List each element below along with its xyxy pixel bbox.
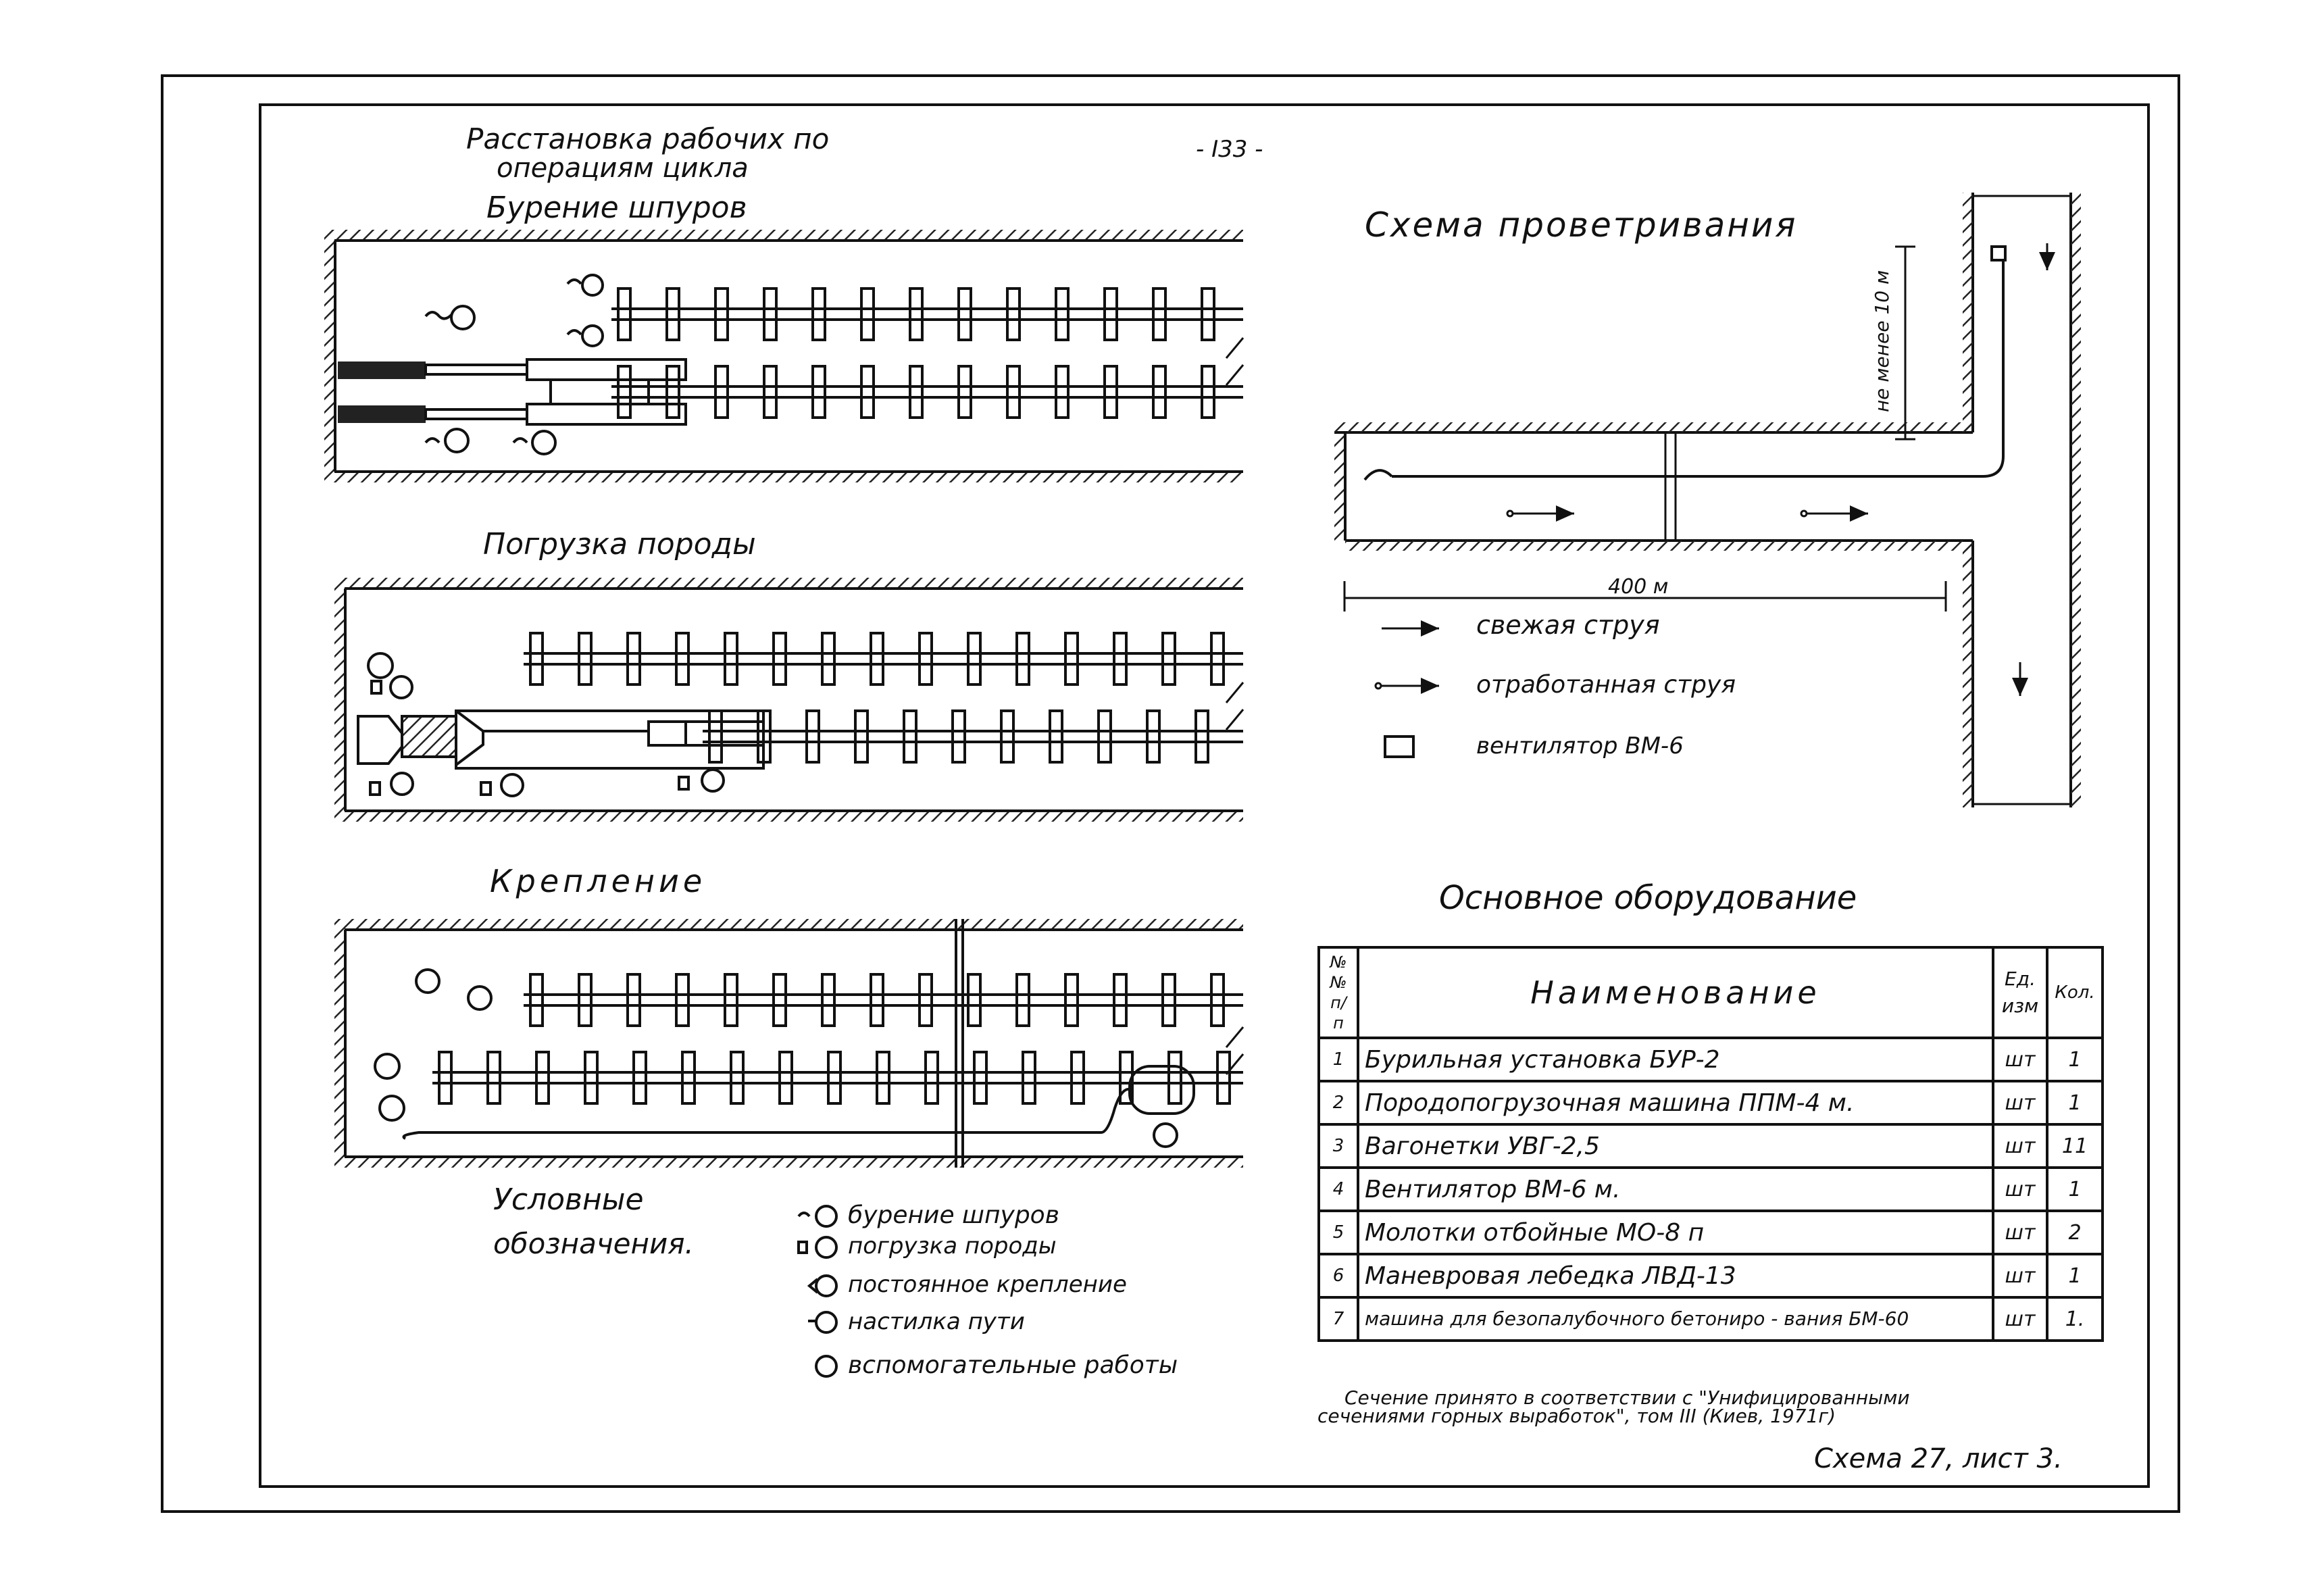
drill-worker-icon bbox=[513, 431, 555, 454]
table-row bbox=[1319, 1081, 2103, 1124]
title-line-2: операциям цикла bbox=[497, 153, 749, 184]
rail-sleeper bbox=[1211, 974, 1224, 1026]
loading-worker-icon bbox=[372, 676, 412, 698]
header-unit: Ед. изм bbox=[1993, 947, 2047, 1038]
row-num: 7 bbox=[1319, 1297, 1358, 1341]
rail-sleeper bbox=[709, 711, 722, 762]
rail-sleeper bbox=[855, 711, 867, 762]
row-qty: 1 bbox=[2047, 1081, 2103, 1124]
drill-rig-bur2 bbox=[338, 359, 686, 424]
rail-sleeper bbox=[1050, 711, 1062, 762]
row-unit: шт bbox=[1993, 1168, 2047, 1211]
rail-sleeper bbox=[488, 1052, 500, 1103]
rail-sleeper bbox=[926, 1052, 938, 1103]
rail-sleeper bbox=[682, 1052, 695, 1103]
rail-sleeper bbox=[764, 289, 776, 340]
rail-sleeper bbox=[1007, 289, 1020, 340]
tunnel-support bbox=[334, 919, 1243, 1168]
title-line-1: Расстановка рабочих по bbox=[466, 122, 830, 155]
rail-sleeper bbox=[1169, 1052, 1181, 1103]
rail-sleeper bbox=[953, 711, 965, 762]
rail-sleeper bbox=[731, 1052, 743, 1103]
rail-sleeper bbox=[1001, 711, 1013, 762]
table-row bbox=[1319, 1254, 2103, 1297]
row-name: Маневровая лебедка ЛВД-13 bbox=[1358, 1254, 1993, 1297]
rail-sleeper bbox=[1105, 366, 1117, 418]
rail-sleeper bbox=[1147, 711, 1159, 762]
rail-track-upper bbox=[524, 633, 1243, 684]
sheet-reference: Схема 27, лист 3. bbox=[1814, 1443, 2063, 1474]
rail-sleeper bbox=[822, 633, 834, 684]
table-row bbox=[1319, 1297, 2103, 1341]
row-name: Вентилятор ВМ-6 м. bbox=[1358, 1168, 1993, 1211]
row-qty: 11 bbox=[2047, 1124, 2103, 1168]
aux-worker-icon bbox=[1154, 1124, 1177, 1147]
drill-worker-icon bbox=[799, 1213, 809, 1216]
row-name: Молотки отбойные МО-8 п bbox=[1358, 1211, 1993, 1254]
rail-sleeper bbox=[920, 633, 932, 684]
rail-sleeper bbox=[667, 289, 679, 340]
distance-horizontal-label: 400 м bbox=[1608, 575, 1669, 599]
rail-sleeper bbox=[725, 633, 737, 684]
rail-sleeper bbox=[968, 633, 980, 684]
rail-sleeper bbox=[828, 1052, 840, 1103]
tunnel-drilling bbox=[324, 230, 1243, 482]
header-name: Наименование bbox=[1358, 947, 1993, 1038]
rail-sleeper bbox=[1056, 366, 1068, 418]
rail-sleeper bbox=[1153, 289, 1165, 340]
worker-legend bbox=[799, 1201, 1178, 1379]
rail-sleeper bbox=[1017, 633, 1029, 684]
ventilation-legend-fresh: свежая струя bbox=[1476, 610, 1660, 640]
table-row bbox=[1319, 1211, 2103, 1254]
rail-sleeper bbox=[910, 289, 922, 340]
rail-sleeper bbox=[1065, 633, 1078, 684]
aux-worker-icon bbox=[816, 1356, 836, 1376]
rail-sleeper bbox=[877, 1052, 889, 1103]
support-worker-icon bbox=[380, 1096, 404, 1120]
rail-track-lower bbox=[703, 711, 1243, 762]
rail-sleeper bbox=[1023, 1052, 1035, 1103]
rail-sleeper bbox=[1217, 1052, 1230, 1103]
rail-sleeper bbox=[822, 974, 834, 1026]
distance-vertical-label: не менее 10 м bbox=[1871, 270, 1893, 412]
row-num: 6 bbox=[1319, 1254, 1358, 1297]
row-qty: 1 bbox=[2047, 1254, 2103, 1297]
rail-sleeper bbox=[780, 1052, 792, 1103]
footnote-line-2: сечениями горных выработок", том III (Киев, 1971г) bbox=[1317, 1405, 1836, 1427]
rail-sleeper bbox=[676, 633, 688, 684]
rail-sleeper bbox=[861, 289, 874, 340]
fan-vm6 bbox=[1992, 247, 2005, 260]
rail-sleeper bbox=[1072, 1052, 1084, 1103]
rail-sleeper bbox=[871, 633, 883, 684]
row-unit: шт bbox=[1993, 1211, 2047, 1254]
table-row bbox=[1319, 1168, 2103, 1211]
rail-sleeper bbox=[1163, 974, 1175, 1026]
rail-sleeper bbox=[968, 974, 980, 1026]
rail-sleeper bbox=[628, 974, 640, 1026]
header-num: №№ п/п bbox=[1319, 947, 1358, 1038]
row-name: Породопогрузочная машина ППМ-4 м. bbox=[1358, 1081, 1993, 1124]
rail-sleeper bbox=[715, 366, 728, 418]
row-qty: 1 bbox=[2047, 1038, 2103, 1081]
loading-worker-icon bbox=[679, 770, 724, 791]
rail-sleeper bbox=[813, 289, 825, 340]
rail-sleeper bbox=[618, 289, 630, 340]
rail-sleeper bbox=[725, 974, 737, 1026]
rail-sleeper bbox=[618, 366, 630, 418]
legend-item-loading: погрузка породы bbox=[848, 1232, 1057, 1260]
table-row bbox=[1319, 1124, 2103, 1168]
rail-sleeper bbox=[959, 289, 971, 340]
rail-sleeper bbox=[439, 1052, 451, 1103]
rail-sleeper bbox=[1202, 366, 1214, 418]
rail-sleeper bbox=[676, 974, 688, 1026]
row-unit: шт bbox=[1993, 1038, 2047, 1081]
drill-worker-icon bbox=[426, 429, 468, 452]
row-unit: шт bbox=[1993, 1081, 2047, 1124]
rail-sleeper bbox=[1114, 974, 1126, 1026]
loading-worker-icon bbox=[368, 653, 393, 678]
rail-sleeper bbox=[715, 289, 728, 340]
rail-sleeper bbox=[871, 974, 883, 1026]
row-unit: шт bbox=[1993, 1124, 2047, 1168]
ventilation-legend-fan: вентилятор ВМ-6 bbox=[1476, 732, 1684, 759]
rail-sleeper bbox=[634, 1052, 646, 1103]
footnote-line-1: Сечение принято в соответствии с "Унифицированными bbox=[1344, 1387, 1910, 1409]
ventilation-legend bbox=[1376, 610, 1736, 759]
rail-sleeper bbox=[1007, 366, 1020, 418]
rail-sleeper bbox=[530, 633, 543, 684]
loading-worker-icon bbox=[370, 773, 413, 795]
tunnel-loading bbox=[334, 578, 1243, 822]
rail-sleeper bbox=[536, 1052, 549, 1103]
rail-sleeper bbox=[1105, 289, 1117, 340]
rail-sleeper bbox=[974, 1052, 986, 1103]
rail-track-upper bbox=[611, 289, 1243, 340]
rail-sleeper bbox=[904, 711, 916, 762]
page-number: - I33 - bbox=[1196, 136, 1263, 163]
rail-sleeper bbox=[920, 974, 932, 1026]
row-qty: 1. bbox=[2047, 1297, 2103, 1341]
equipment-table-header bbox=[1319, 947, 2103, 1038]
legend-item-drilling: бурение шпуров bbox=[848, 1201, 1059, 1229]
row-num: 3 bbox=[1319, 1124, 1358, 1168]
rail-sleeper bbox=[1153, 366, 1165, 418]
row-num: 2 bbox=[1319, 1081, 1358, 1124]
table-row bbox=[1319, 1038, 2103, 1081]
support-worker-icon bbox=[375, 1054, 399, 1078]
section-loading-title: Погрузка породы bbox=[483, 527, 756, 562]
section-support-title: Крепление bbox=[490, 863, 707, 899]
rail-sleeper bbox=[1099, 711, 1111, 762]
rail-sleeper bbox=[959, 366, 971, 418]
row-unit: шт bbox=[1993, 1254, 2047, 1297]
row-name: Вагонетки УВГ-2,5 bbox=[1358, 1124, 1993, 1168]
legend-title-1: Условные bbox=[493, 1182, 644, 1217]
aux-worker-icon bbox=[416, 970, 439, 993]
ventilation-legend-exhaust: отработанная струя bbox=[1476, 671, 1736, 699]
ventilation-scheme bbox=[1334, 193, 2081, 807]
rail-sleeper bbox=[1017, 974, 1029, 1026]
rail-sleeper bbox=[1065, 974, 1078, 1026]
rail-sleeper bbox=[628, 633, 640, 684]
rail-sleeper bbox=[774, 633, 786, 684]
row-num: 5 bbox=[1319, 1211, 1358, 1254]
drill-worker-icon bbox=[568, 275, 603, 295]
legend-item-aux: вспомогательные работы bbox=[848, 1351, 1178, 1379]
rail-sleeper bbox=[667, 366, 679, 418]
rail-sleeper bbox=[530, 974, 543, 1026]
rail-sleeper bbox=[579, 633, 591, 684]
exhaust-air-arrow-icon bbox=[1376, 683, 1381, 689]
legend-item-support: постоянное крепление bbox=[848, 1271, 1127, 1298]
rail-sleeper bbox=[807, 711, 819, 762]
rail-sleeper bbox=[813, 366, 825, 418]
legend-title-2: обозначения. bbox=[493, 1227, 694, 1260]
equipment-table bbox=[1317, 946, 2104, 1342]
rail-sleeper bbox=[764, 366, 776, 418]
fan-box-icon bbox=[1385, 737, 1413, 757]
aux-worker-icon bbox=[468, 987, 491, 1009]
ventilation-title: Схема проветривания bbox=[1365, 205, 1798, 245]
rail-sleeper bbox=[1056, 289, 1068, 340]
equipment-title: Основное оборудование bbox=[1439, 879, 1857, 917]
row-unit: шт bbox=[1993, 1297, 2047, 1341]
rail-sleeper bbox=[861, 366, 874, 418]
row-name: Бурильная установка БУР-2 bbox=[1358, 1038, 1993, 1081]
rail-sleeper bbox=[1163, 633, 1175, 684]
row-num: 1 bbox=[1319, 1038, 1358, 1081]
rail-track-upper bbox=[524, 974, 1243, 1026]
rail-track-lower bbox=[611, 366, 1243, 418]
drill-worker-icon bbox=[426, 306, 474, 329]
rail-sleeper bbox=[1114, 633, 1126, 684]
header-qty: Кол. bbox=[2047, 947, 2103, 1038]
rail-sleeper bbox=[1202, 289, 1214, 340]
row-num: 4 bbox=[1319, 1168, 1358, 1211]
drill-worker-icon bbox=[568, 326, 603, 346]
loader-ppm4 bbox=[358, 711, 763, 768]
rail-sleeper bbox=[579, 974, 591, 1026]
row-qty: 1 bbox=[2047, 1168, 2103, 1211]
legend-item-track: настилка пути bbox=[848, 1308, 1025, 1335]
row-name: машина для безопалубочного бетониро - вания БМ-60 bbox=[1358, 1297, 1993, 1341]
section-drilling-title: Бурение шпуров bbox=[486, 191, 747, 225]
rail-sleeper bbox=[1196, 711, 1208, 762]
loading-worker-icon bbox=[799, 1242, 807, 1253]
loading-worker-icon bbox=[481, 774, 523, 796]
rail-sleeper bbox=[1211, 633, 1224, 684]
rail-sleeper bbox=[910, 366, 922, 418]
rail-sleeper bbox=[585, 1052, 597, 1103]
rail-sleeper bbox=[774, 974, 786, 1026]
row-qty: 2 bbox=[2047, 1211, 2103, 1254]
